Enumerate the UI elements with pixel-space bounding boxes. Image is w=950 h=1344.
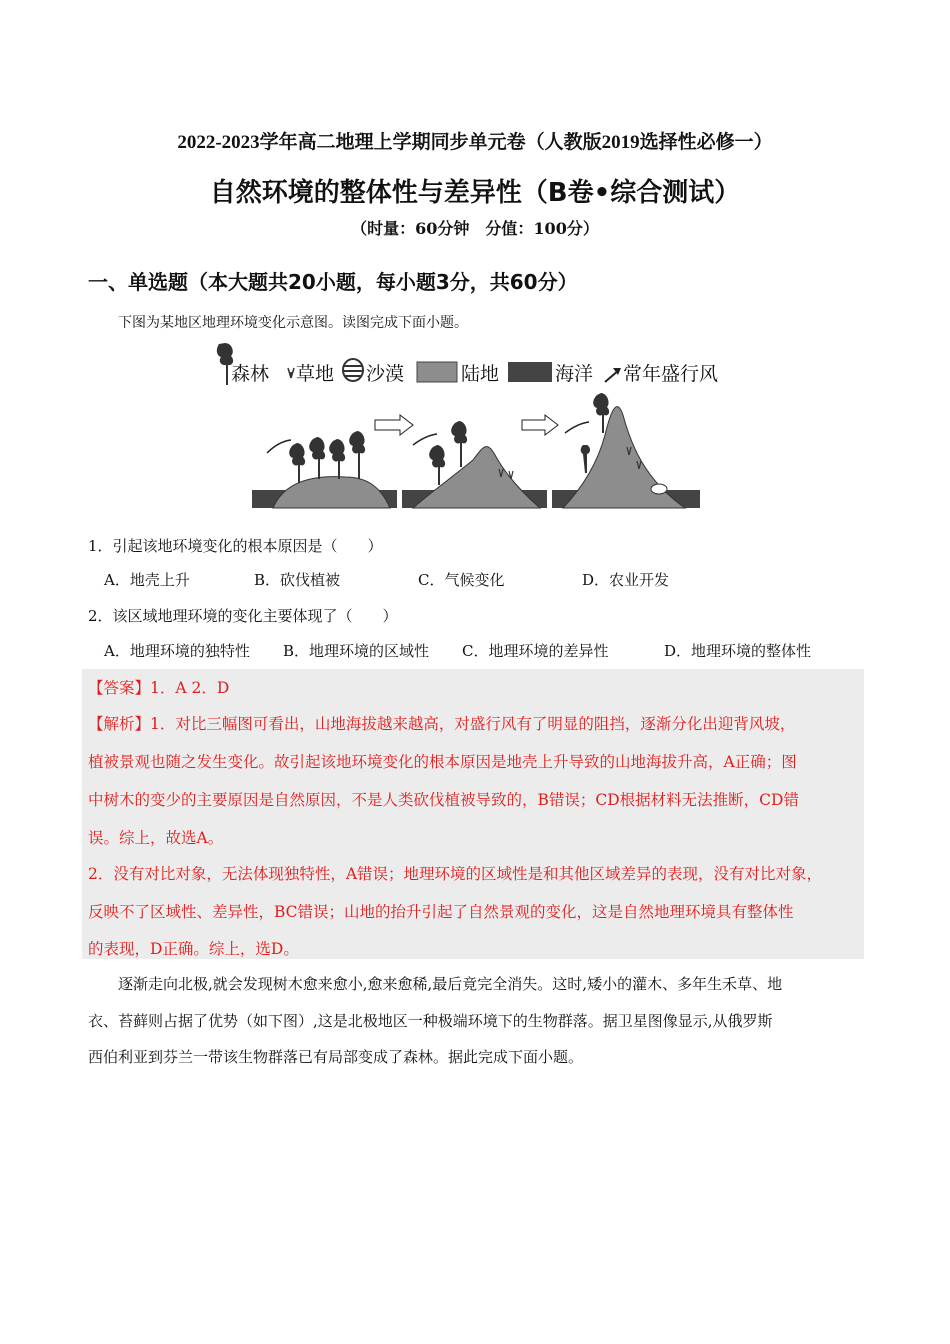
- question-2-option-c[interactable]: C．地理环境的差异性: [462, 642, 609, 660]
- land-swatch: [417, 362, 457, 382]
- wind-arrow-icon: [605, 368, 621, 382]
- exam-meta: （时量：60分钟 分值：100分）: [351, 219, 599, 238]
- passage-line: 西伯利亚到芬兰一带该生物群落已有局部变成了森林。据此完成下面小题。: [88, 1048, 584, 1066]
- desert-icon: [343, 359, 363, 381]
- question-2-option-d[interactable]: D．地理环境的整体性: [664, 642, 812, 660]
- environment-change-figure: [245, 385, 705, 510]
- arrow-right-icon: [375, 415, 413, 435]
- section-title: 一、单选题（本大题共20小题，每小题3分，共60分）: [88, 270, 578, 294]
- panel-3: [552, 393, 700, 508]
- wind-arrow-icon: [413, 434, 437, 445]
- legend-land-label: 陆地: [461, 363, 500, 385]
- analysis-line: 【解析】1．对比三幅图可看出，山地海拔越来越高，对盛行风有了明显的阻挡，逐渐分化出迎背风坡，: [88, 715, 796, 733]
- exam-header: 2022-2023学年高二地理上学期同步单元卷（人教版2019选择性必修一）: [177, 132, 773, 153]
- analysis-line: 2．没有对比对象，无法体现独特性，A错误；地理环境的区域性是和其他区域差异的表现，没有对比对象，: [88, 865, 823, 883]
- question-2-option-b[interactable]: B．地理环境的区域性: [283, 642, 430, 660]
- ocean-swatch: [508, 362, 552, 382]
- answer-line: 【答案】1．A 2．D: [88, 679, 230, 697]
- legend-ocean-label: 海洋: [555, 363, 594, 385]
- question-1-option-c[interactable]: C．气候变化: [418, 571, 505, 589]
- legend-wind-label: 常年盛行风: [623, 363, 719, 385]
- legend-desert-label: 沙漠: [366, 363, 405, 385]
- question-1-stem: 1．引起该地环境变化的根本原因是（ ）: [88, 537, 383, 555]
- panel-1: [252, 431, 397, 508]
- wind-arrow-icon: [267, 440, 291, 453]
- desert-icon: [651, 484, 667, 494]
- panel-2: [402, 421, 547, 508]
- figure-legend: [215, 340, 735, 388]
- passage-line: 衣、苔藓则占据了优势（如下图）,这是北极地区一种极端环境下的生物群落。据卫星图像显示,从俄罗斯: [88, 1012, 773, 1030]
- exam-title: 自然环境的整体性与差异性（B卷•综合测试）: [209, 178, 741, 208]
- figure-intro: 下图为某地区地理环境变化示意图。读图完成下面小题。: [118, 315, 468, 331]
- arrow-right-icon: [522, 415, 558, 435]
- analysis-line: 误。综上，故选A。: [88, 829, 224, 847]
- analysis-line: 的表现，D正确。综上，选D。: [88, 940, 299, 958]
- question-2-option-a[interactable]: A．地理环境的独特性: [104, 642, 250, 660]
- grass-icon: [288, 368, 294, 378]
- question-1-option-d[interactable]: D．农业开发: [582, 571, 670, 589]
- question-1-option-a[interactable]: A．地壳上升: [104, 571, 190, 589]
- question-1-option-b[interactable]: B．砍伐植被: [254, 571, 341, 589]
- legend-grass-label: 草地: [296, 363, 335, 385]
- analysis-line: 植被景观也随之发生变化。故引起该地环境变化的根本原因是地壳上升导致的山地海拔升高，A正确；图: [88, 753, 797, 771]
- legend-forest-label: 森林: [231, 363, 270, 385]
- wind-arrow-icon: [565, 422, 589, 433]
- question-2-stem: 2．该区域地理环境的变化主要体现了（ ）: [88, 607, 398, 625]
- analysis-line: 反映不了区域性、差异性，BC错误；山地的抬升引起了自然景观的变化，这是自然地理环境具有整体性: [88, 903, 794, 921]
- analysis-line: 中树木的变少的主要原因是自然原因，不是人类砍伐植被导致的，B错误；CD根据材料无法推断，CD错: [88, 791, 799, 809]
- passage-line: 逐渐走向北极,就会发现树木愈来愈小,愈来愈稀,最后竟完全消失。这时,矮小的灌木、多年生禾草、地: [88, 975, 783, 993]
